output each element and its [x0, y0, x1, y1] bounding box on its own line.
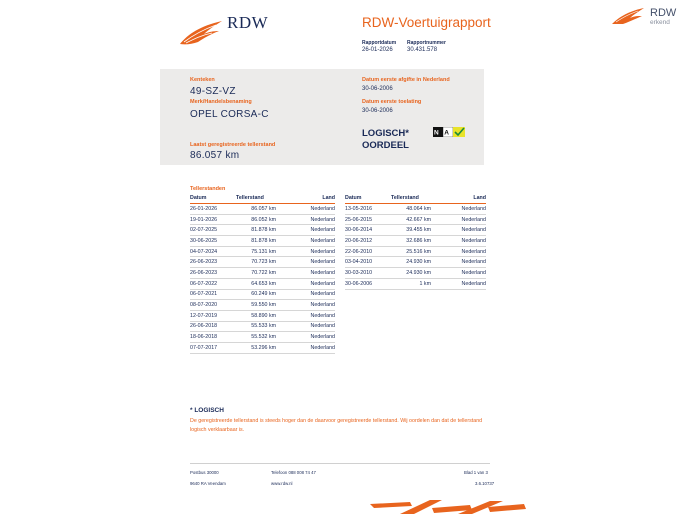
col-reading: Tellerstand: [391, 194, 431, 204]
footer-document-code: 3.6.10737: [475, 481, 495, 486]
footer-divider: [190, 463, 490, 464]
odometer-row: [190, 257, 335, 268]
odometer-country-cell: Nederland: [276, 289, 335, 300]
report-number-label: Rapportnummer: [407, 40, 446, 46]
odometer-reading-cell: 42.667 km: [391, 214, 431, 225]
odometer-row: [345, 268, 486, 279]
odometer-reading-cell: 53.296 km: [236, 342, 276, 353]
odometer-row: [190, 289, 335, 300]
report-date-value: 26-01-2026: [362, 47, 393, 53]
odometer-reading-cell: 39.455 km: [391, 225, 431, 236]
make-value: OPEL CORSA-C: [190, 109, 269, 120]
odometer-date-cell: 30-06-2025: [190, 236, 236, 247]
footer-phone: Telefoon 088 008 74 47: [271, 470, 316, 475]
odometer-date-cell: 19-01-2026: [190, 214, 236, 225]
svg-text:N: N: [434, 129, 439, 137]
odometer-row: [190, 236, 335, 247]
first-registration-value: 30-06-2006: [362, 108, 393, 114]
col-date: Datum: [190, 194, 236, 204]
odometer-row: [345, 204, 486, 215]
odometer-row: [190, 321, 335, 332]
odometer-reading-cell: 81.878 km: [236, 236, 276, 247]
odometer-country-cell: Nederland: [276, 321, 335, 332]
odometer-label: Laatst geregistreerde tellerstand: [190, 142, 276, 148]
odometer-date-cell: 18-06-2018: [190, 332, 236, 343]
report-number-value: 30.431.578: [407, 47, 438, 53]
odometer-row: [190, 225, 335, 236]
odometer-reading-cell: 64.653 km: [236, 278, 276, 289]
odometer-row: [190, 310, 335, 321]
footer-page-number: Blad 1 van 3: [464, 470, 488, 475]
odometer-country-cell: Nederland: [276, 246, 335, 257]
odometer-country-cell: Nederland: [431, 214, 486, 225]
odometer-row: [190, 332, 335, 343]
odometer-reading-cell: 59.550 km: [236, 300, 276, 311]
odometer-date-cell: 25-06-2015: [345, 214, 391, 225]
rdw-logo-icon: [178, 20, 224, 46]
odometer-reading-cell: 48.064 km: [391, 204, 431, 215]
odometer-date-cell: 22-06-2010: [345, 246, 391, 257]
decorative-stripes-icon: [370, 498, 526, 514]
col-reading: Tellerstand: [236, 194, 276, 204]
odometer-country-cell: Nederland: [276, 310, 335, 321]
odometer-date-cell: 02-07-2025: [190, 225, 236, 236]
odometer-reading-cell: 25.516 km: [391, 246, 431, 257]
verdict-line1: LOGISCH*: [362, 128, 409, 139]
odometer-country-cell: Nederland: [276, 236, 335, 247]
odometer-date-cell: 20-06-2012: [345, 236, 391, 247]
footer-address-line2: 9640 RA Veendam: [190, 481, 226, 486]
odometer-table-right: [345, 194, 486, 290]
odometer-country-cell: Nederland: [276, 342, 335, 353]
odometer-country-cell: Nederland: [276, 268, 335, 279]
odometer-country-cell: Nederland: [431, 225, 486, 236]
odometer-row: [190, 342, 335, 353]
odometer-date-cell: 13-05-2016: [345, 204, 391, 215]
odometer-table-left: [190, 194, 335, 354]
odometer-date-cell: 06-07-2022: [190, 278, 236, 289]
odometer-date-cell: 04-07-2024: [190, 246, 236, 257]
report-title: RDW-Voertuigrapport: [362, 15, 491, 30]
odometer-reading-cell: 55.533 km: [236, 321, 276, 332]
odometer-row: [345, 246, 486, 257]
svg-text:A: A: [444, 129, 449, 137]
verdict-line2: OORDEEL: [362, 140, 409, 151]
footer-address-line1: Postbus 30000: [190, 470, 219, 475]
odometer-row: [190, 246, 335, 257]
odometer-date-cell: 03-04-2010: [345, 257, 391, 268]
odometer-row: [345, 214, 486, 225]
odometer-country-cell: Nederland: [276, 204, 335, 215]
odometer-country-cell: Nederland: [431, 268, 486, 279]
odometer-reading-cell: 55.532 km: [236, 332, 276, 343]
nap-logo-icon: [433, 127, 465, 137]
col-country: Land: [276, 194, 335, 204]
footnote-title: * LOGISCH: [190, 407, 224, 414]
odometer-reading-cell: 86.057 km: [236, 204, 276, 215]
rdw-erkend-logo-icon: [611, 7, 645, 25]
odometer-reading-cell: 81.878 km: [236, 225, 276, 236]
odometer-date-cell: 26-06-2023: [190, 257, 236, 268]
odometer-country-cell: Nederland: [276, 300, 335, 311]
odometer-country-cell: Nederland: [276, 214, 335, 225]
first-registration-label: Datum eerste toelating: [362, 99, 422, 105]
odometer-row: [190, 278, 335, 289]
plate-label: Kenteken: [190, 77, 215, 83]
footnote-text: De geregistreerde tellerstand is steeds hoger dan de daarvoor geregistreerde tellerstand. Wij oordelen dan dat de tellerstand logisch verklaarbaar is.: [190, 418, 483, 433]
odometer-date-cell: 12-07-2019: [190, 310, 236, 321]
odometer-date-cell: 30-06-2014: [345, 225, 391, 236]
odometer-date-cell: 07-07-2017: [190, 342, 236, 353]
odometer-country-cell: Nederland: [276, 332, 335, 343]
footer-website: www.rdw.nl: [271, 481, 293, 486]
rdw-logo-text: RDW: [227, 13, 269, 32]
odometer-date-cell: 26-01-2026: [190, 204, 236, 215]
odometer-reading-cell: 86.052 km: [236, 214, 276, 225]
odometer-reading-cell: 24.930 km: [391, 257, 431, 268]
odometer-row: [345, 257, 486, 268]
odometer-reading-cell: 70.723 km: [236, 257, 276, 268]
first-admission-value: 30-06-2006: [362, 86, 393, 92]
odometer-section-title: Tellerstanden: [190, 186, 226, 192]
odometer-country-cell: Nederland: [276, 225, 335, 236]
odometer-date-cell: 30-03-2010: [345, 268, 391, 279]
odometer-row: [190, 300, 335, 311]
odometer-row: [345, 236, 486, 247]
odometer-date-cell: 26-06-2018: [190, 321, 236, 332]
odometer-date-cell: 08-07-2020: [190, 300, 236, 311]
col-country: Land: [431, 194, 486, 204]
odometer-row: [190, 214, 335, 225]
odometer-reading-cell: 58.890 km: [236, 310, 276, 321]
odometer-country-cell: Nederland: [276, 257, 335, 268]
first-admission-label: Datum eerste afgifte in Nederland: [362, 77, 450, 83]
make-label: Merk/Handelsbenaming: [190, 99, 252, 105]
odometer-date-cell: 30-06-2006: [345, 278, 391, 289]
odometer-row: [345, 225, 486, 236]
report-date-label: Rapportdatum: [362, 40, 397, 46]
odometer-date-cell: 26-06-2023: [190, 268, 236, 279]
odometer-country-cell: Nederland: [431, 236, 486, 247]
odometer-reading-cell: 75.131 km: [236, 246, 276, 257]
odometer-country-cell: Nederland: [431, 204, 486, 215]
odometer-reading-cell: 1 km: [391, 278, 431, 289]
rdw-erkend-subtext: erkend: [650, 19, 670, 26]
odometer-country-cell: Nederland: [431, 257, 486, 268]
rdw-erkend-text: RDW: [650, 7, 677, 19]
plate-value: 49-SZ-VZ: [190, 86, 236, 97]
odometer-reading-cell: 24.930 km: [391, 268, 431, 279]
odometer-row: [190, 268, 335, 279]
odometer-row: [345, 278, 486, 289]
odometer-country-cell: Nederland: [431, 278, 486, 289]
odometer-reading-cell: 60.249 km: [236, 289, 276, 300]
odometer-row: [190, 204, 335, 215]
odometer-date-cell: 06-07-2021: [190, 289, 236, 300]
odometer-value: 86.057 km: [190, 150, 240, 161]
odometer-country-cell: Nederland: [431, 246, 486, 257]
col-date: Datum: [345, 194, 391, 204]
odometer-reading-cell: 70.722 km: [236, 268, 276, 279]
odometer-reading-cell: 32.686 km: [391, 236, 431, 247]
odometer-country-cell: Nederland: [276, 278, 335, 289]
